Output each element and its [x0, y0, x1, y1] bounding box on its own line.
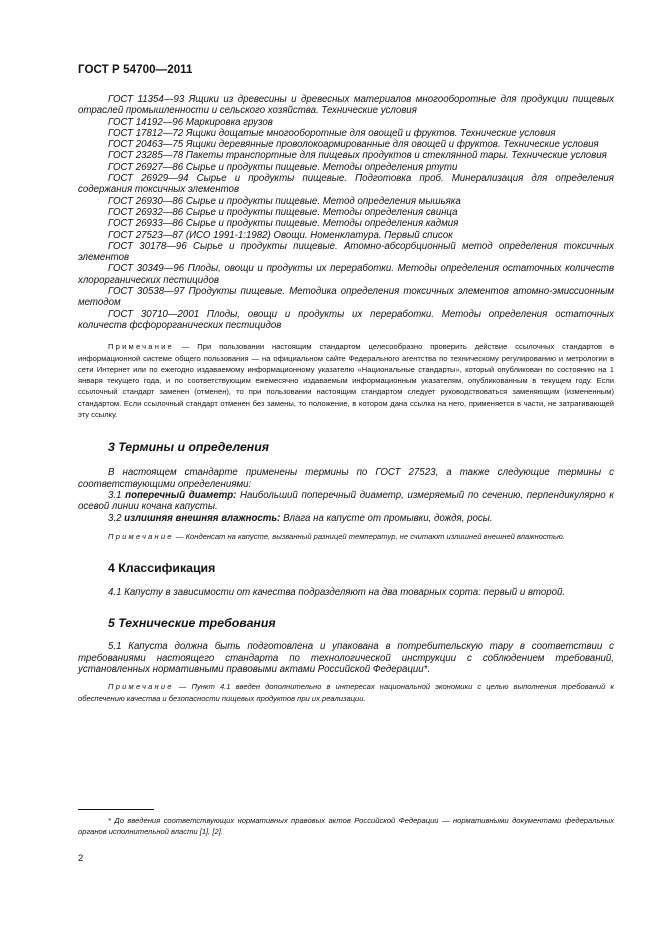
page-number: 2	[78, 853, 84, 864]
footnote-divider	[78, 809, 154, 810]
note-text: — Пункт 4.1 введен дополнительно в интересах национальной экономики с целью выполнения требований к обеспечению качества и безопасности пищевых продуктов при их реализации.	[78, 682, 614, 703]
reference-item: ГОСТ 30178—96 Сырье и продукты пищевые. Атомно-абсорбционный метод определения токсичных элементов	[78, 240, 614, 264]
reference-item: ГОСТ 17812—72 Ящики дощатые многооборотные для овощей и фруктов. Технические условия	[108, 127, 556, 139]
term-definition: Влага на капусте от промывки, дождя, росы.	[283, 512, 493, 524]
reference-item: ГОСТ 26929—94 Сырье и продукты пищевые. Подготовка проб. Минерализация для определения содержания токсичных элементов	[78, 173, 614, 196]
section-5-heading: 5 Технические требования	[108, 616, 276, 631]
reference-item: ГОСТ 26927—86 Сырье и продукты пищевые. Методы определения ртути	[108, 161, 458, 173]
term-3-1	[78, 490, 614, 513]
term-name: поперечный диаметр:	[125, 489, 237, 501]
reference-item: ГОСТ 27523—87 (ИСО 1991-1:1982) Овощи. Номенклатура. Первый список	[108, 229, 453, 241]
reference-item: ГОСТ 26930—86 Сырье и продукты пищевые. Метод определения мышьяка	[108, 195, 461, 207]
section-5-text: 5.1 Капуста должна быть подготовлена и упакована в потребительскую тару в соответствии с требованиями настоящего стандарта по технологической инструкции с соблюдением требований, установленных нормативными правовыми актами Российской Федерации*.	[78, 641, 614, 675]
footnote: * До введения соответствующих нормативных правовых актов Российской Федерации — нормативными документами федеральных органов исполнительной власти [1], [2].	[78, 816, 614, 837]
content	[78, 94, 614, 704]
note-label: Примечание	[108, 682, 174, 692]
term-number: 3.1	[108, 489, 122, 501]
note-label: Примечание	[108, 531, 174, 541]
references-list	[78, 94, 614, 331]
term-definition: Наибольший поперечный диаметр, измеряемый по сечению, перпендикулярно к осевой линии кочана капусты.	[78, 489, 614, 513]
section-3-intro: В настоящем стандарте применены термины по ГОСТ 27523, а также следующие термины с соответствующими определениями:	[78, 467, 614, 490]
reference-item: ГОСТ 30538—97 Продукты пищевые. Методика определения токсичных элементов атомно-эмиссионным методом	[78, 286, 614, 309]
reference-item: ГОСТ 23285—78 Пакеты транспортные для пищевых продуктов и стеклянной тары. Технические условия	[108, 150, 607, 162]
page-header-title: ГОСТ Р 54700—2011	[78, 64, 193, 76]
section-4-heading: 4 Классификация	[108, 561, 216, 576]
reference-item: ГОСТ 11354—93 Ящики из древесины и древесных материалов многооборотные для продукции пищевых отраслей промышленности и сельского хозяйства. Технические условия	[78, 94, 614, 117]
term-number: 3.2	[108, 512, 122, 524]
reference-item: ГОСТ 14192—96 Маркировка грузов	[108, 116, 273, 128]
term-name: излишняя внешняя влажность:	[124, 512, 281, 524]
note-text: — Конденсат на капусте, вызванный разницей температур, не считают излишней внешней влажностью.	[175, 531, 565, 541]
section-3-note	[78, 531, 614, 542]
reference-item: ГОСТ 30710—2001 Плоды, овощи и продукты их переработки. Методы определения остаточных количеств фсфорорганических пестицидов	[78, 308, 614, 331]
term-3-2	[78, 513, 614, 524]
reference-item: ГОСТ 30349—96 Плоды, овощи и продукты их переработки. Методы определения остаточных количеств хлорорганических пестицидов	[78, 263, 614, 286]
note-label: Примечание	[108, 342, 174, 352]
section-3-heading: 3 Термины и определения	[108, 440, 269, 455]
section-5-note	[78, 681, 614, 704]
note-text: — При пользовании настоящим стандартом целесообразно проверить действие ссылочных стандартов в информационной системе общего пользования — на официальном сайте Федерального агентства по техническому регулированию и метрологии в сети Интернет или по ежегодно издаваемому информационному указателю «Национальные стандарты», который опубликован по состоянию на 1 января текущего года, и по соответствующим ежемесячно издаваемым информационным указателям, опубликованным в текущем году. Если ссылочный стандарт заменен (отменен), то при пользовании настоящим стандартом следует руководствоваться заменяющим (измененным) стандартом. Если ссылочный стандарт отменен без замены, то положение, в котором дана ссылка на него, применяется в части, не затрагивающей эту ссылку.	[78, 342, 614, 420]
reference-item: ГОСТ 20463—75 Ящики деревянные проволокоармированные для овощей и фруктов. Технические условия	[108, 139, 599, 151]
section-4-text: 4.1 Капусту в зависимости от качества подразделяют на два товарных сорта: первый и второй.	[108, 587, 566, 599]
reference-item: ГОСТ 26933—86 Сырье и продукты пищевые. Методы определения кадмия	[108, 218, 459, 230]
references-note	[78, 341, 614, 420]
reference-item: ГОСТ 26932—86 Сырье и продукты пищевые. Методы определения свинца	[108, 206, 458, 218]
